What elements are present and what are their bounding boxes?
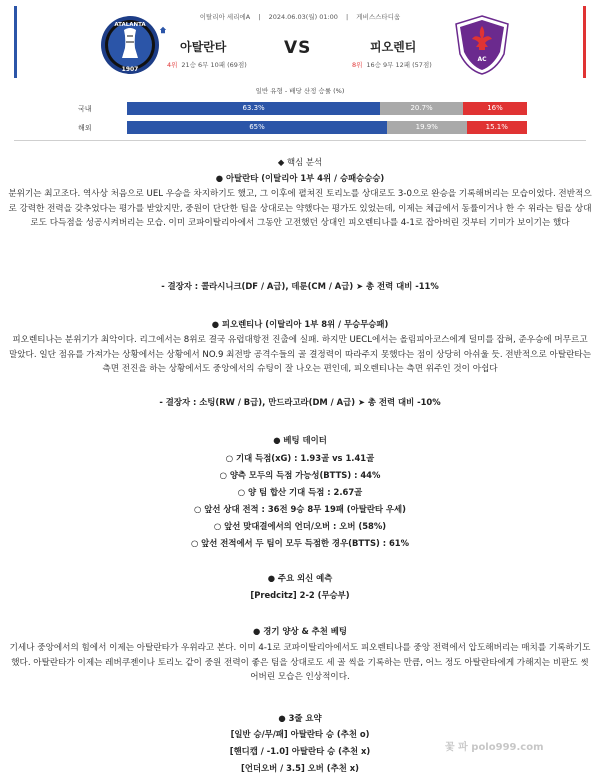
betting-item: ○ 앞선 상대 전적 : 36전 9승 8무 19패 (아탈란타 우세) bbox=[194, 504, 406, 514]
home-record-text: 21승 6무 10패 (69점) bbox=[181, 61, 247, 69]
analysis-title: ◆ 핵심 분석 bbox=[277, 157, 323, 167]
vs-label: VS bbox=[284, 38, 312, 58]
home-analysis-header: ● 아탈란타 (이탈리아 1부 4위 / 승패승승승) bbox=[215, 173, 385, 183]
away-record bbox=[352, 60, 432, 69]
divider bbox=[14, 140, 586, 141]
summary-item: [핸디캡 / -1.0] 아탈란타 승 (추천 x) bbox=[229, 746, 371, 756]
betting-item: ○ 앞선 맞대결에서의 언더/오버 : 오버 (58%) bbox=[213, 521, 387, 531]
probability-row-domestic bbox=[0, 102, 600, 116]
foreign-prediction: [Predcitz] 2-2 (무승부) bbox=[250, 590, 350, 600]
outlook-text: 기세나 중앙에서의 힘에서 이제는 아탈란타가 우위라고 본다. 이미 4-1로 코파이탈리아에서도 피오렌티나를 중앙 전력에서 압도해버리는 매치를 기록하기도 했다. 아탈란타가 이제는 레버쿠젠이나 토리노 같이 중원 전력이 좋은 팀을 상대로도 세 골 씩을 기록하는 만큼, 어느 정도 아탈란타에게 가해지는 비판도 씻어버린 모습은 인상적이다. bbox=[9, 643, 591, 682]
probability-title: 일반 유형 - 배당 산정 승률 (%) bbox=[255, 87, 345, 95]
betting-item: ○ 양 팀 합산 기대 득점 : 2.67골 bbox=[237, 487, 363, 497]
home-record bbox=[167, 60, 247, 69]
away-analysis-header: ● 피오렌티나 (이탈리아 1부 8위 / 무승무승패) bbox=[211, 319, 389, 329]
match-datetime: 2024.06.03(월) 01:00 bbox=[268, 13, 338, 21]
league-label: 이탈리아 세리에A bbox=[199, 13, 251, 21]
draw-bar: 20.7% bbox=[380, 102, 463, 115]
match-meta: 이탈리아 세리에A | 2024.06.03(월) 01:00 | 게비스스타디움 bbox=[199, 13, 401, 21]
away-record-text: 16승 9무 12패 (57점) bbox=[366, 61, 432, 69]
home-team-name: 아탈란타 bbox=[180, 40, 227, 54]
home-win-bar: 63.3% bbox=[127, 102, 380, 115]
home-rank: 4위 bbox=[167, 61, 178, 69]
summary-item: [일반 승/무/패] 아탈란타 승 (추천 o) bbox=[230, 729, 370, 739]
away-team-name: 피오렌티 bbox=[370, 40, 417, 54]
away-win-bar: 16% bbox=[463, 102, 527, 115]
betting-title: ● 베팅 데이터 bbox=[273, 435, 327, 445]
outlook-title: ● 경기 양상 & 추천 베팅 bbox=[253, 626, 347, 636]
probability-row-overseas bbox=[0, 121, 600, 135]
draw-bar: 19.9% bbox=[387, 121, 467, 134]
atalanta-logo-text: ATALANTA bbox=[114, 22, 146, 28]
atalanta-logo-year: 1907 bbox=[121, 66, 139, 73]
probability-row-label: 국내 bbox=[78, 105, 92, 113]
away-analysis-text: 피오렌티나는 분위기가 최악이다. 리그에서는 8위로 결국 유럽대항전 진출에 실패. 하지만 UECL에서는 올림피아코스에게 덜미를 잡혀, 준우승에 머무르고 말았다. 일단 점유를 가져가는 상황에서는 상황에서 NO.9 최전방 공격수들의 골 결정력이 따라주지 못했다는 점이 상당히 아쉬울 듯. 전반적으로 아탈란타는 측면 전진을 하는 상황에서도 중앙에서의 슈팅이 잘 나오는 편인데, 피오렌티나는 측면 위주인 것이 아쉽다 bbox=[8, 335, 592, 374]
match-header bbox=[0, 0, 600, 84]
foreign-title: ● 주요 외신 예측 bbox=[267, 573, 333, 583]
venue-label: 게비스스타디움 bbox=[356, 13, 401, 21]
betting-item: ○ 양측 모두의 득점 가능성(BTTS) : 44% bbox=[219, 470, 381, 480]
probability-row-label: 해외 bbox=[78, 124, 92, 132]
summary-title: ● 3줄 요약 bbox=[278, 713, 322, 723]
home-absentees: - 결장자 : 콜라시니크(DF / A급), 데룬(CM / A급) ➤ 총 전력 대비 -11% bbox=[161, 281, 439, 291]
betting-item: ○ 앞선 전적에서 두 팀이 모두 득점한 경우(BTTS) : 61% bbox=[190, 538, 410, 548]
away-absentees: - 결장자 : 소팅(RW / B급), 만드라고라(DM / A급) ➤ 총 전력 대비 -10% bbox=[159, 397, 441, 407]
betting-item: ○ 기대 득점(xG) : 1.93골 vs 1.41골 bbox=[225, 453, 375, 463]
fiorentina-logo-text: AC bbox=[477, 56, 487, 63]
summary-item: [언더오버 / 3.5] 오버 (추천 x) bbox=[241, 763, 359, 773]
away-rank: 8위 bbox=[352, 61, 363, 69]
fiorentina-logo bbox=[452, 14, 512, 76]
home-analysis-text: 분위기는 최고조다. 역사상 처음으로 UEL 우승을 차지하기도 했고, 그 이후에 펼쳐진 토리노를 상대로도 3-0으로 완승을 기록해버리는 모습이었다. 전반적으로 강력한 전력을 갖추었다는 평가를 받았지만, 중원이 단단한 팀을 상대로는 약했다는 평가도 있었는데, 이제는 체급에서 동률이거나 한 수 위라는 팀을 상대로도 다득점을 성공시켜버리는 모습. 이미 코파이탈리아에서 그동안 고전했던 상대인 피오렌티나를 4-1로 잡아버린 것부터 기미가 보이기는 했다 bbox=[8, 189, 592, 228]
home-icon bbox=[159, 26, 167, 34]
away-win-bar: 15.1% bbox=[467, 121, 527, 134]
atalanta-logo bbox=[100, 14, 160, 76]
watermark: 꽃 파 polo999.com bbox=[445, 742, 544, 753]
home-win-bar: 65% bbox=[127, 121, 387, 134]
